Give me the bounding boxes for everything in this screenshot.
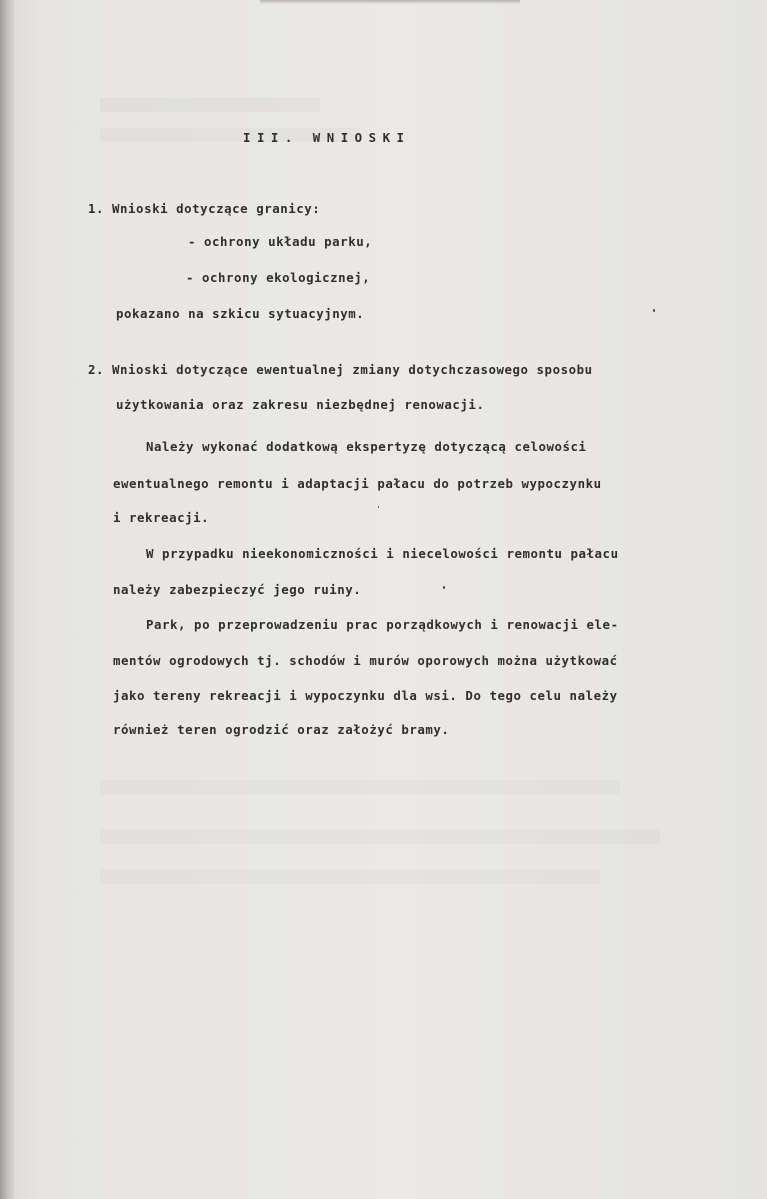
paragraph-3-line: jako tereny rekreacji i wypoczynku dla wsi. Do tego celu należy — [113, 688, 618, 703]
show-through — [100, 870, 600, 884]
paragraph-2-line: należy zabezpieczyć jego ruiny. — [113, 582, 362, 597]
section-1-title: 1. Wnioski dotyczące granicy: — [88, 201, 321, 216]
show-through — [100, 830, 660, 844]
section-1-bullet-1: - ochrony układu parku, — [188, 234, 373, 249]
paper-speck — [378, 506, 379, 508]
binding-edge — [0, 0, 14, 1199]
show-through — [100, 98, 320, 112]
paragraph-3-line: również teren ogrodzić oraz założyć bramy. — [113, 722, 450, 737]
paper-crease — [260, 0, 520, 4]
section-heading: III. WNIOSKI — [243, 130, 411, 145]
paragraph-3-line: mentów ogrodowych tj. schodów i murów oporowych można użytkować — [113, 653, 618, 668]
section-1-conclusion: pokazano na szkicu sytuacyjnym. — [116, 306, 365, 321]
paragraph-3-line: Park, po przeprowadzeniu prac porządkowych i renowacji ele- — [146, 617, 619, 632]
section-2-title-line-2: użytkowania oraz zakresu niezbędnej renowacji. — [116, 397, 485, 412]
paper-speck — [653, 309, 655, 312]
paragraph-1-line: Należy wykonać dodatkową ekspertyzę dotyczącą celowości — [146, 439, 587, 454]
section-2-title-line-1: 2. Wnioski dotyczące ewentualnej zmiany dotychczasowego sposobu — [88, 362, 593, 377]
paragraph-1-line: ewentualnego remontu i adaptacji pałacu do potrzeb wypoczynku — [113, 476, 602, 491]
show-through — [100, 780, 620, 794]
paragraph-2-line: W przypadku nieekonomiczności i niecelowości remontu pałacu — [146, 546, 619, 561]
section-1-bullet-2: - ochrony ekologicznej, — [186, 270, 371, 285]
paper-speck — [443, 586, 445, 589]
paragraph-1-line: i rekreacji. — [113, 510, 210, 525]
